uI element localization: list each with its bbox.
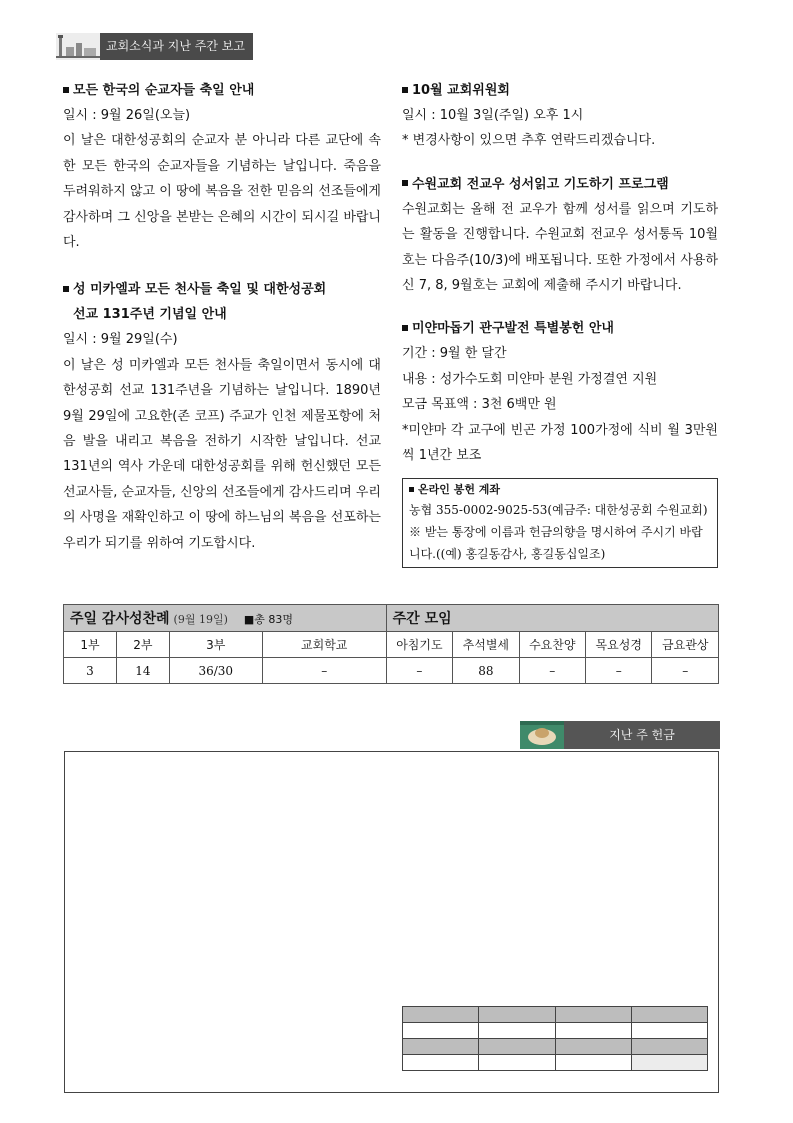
column-header: 아침기도 <box>386 632 452 658</box>
table-cell <box>631 1023 707 1039</box>
column-header: 금요관상 <box>652 632 719 658</box>
right-column <box>402 78 718 568</box>
table-cell <box>631 1007 707 1023</box>
last-week-offering-tab <box>520 721 720 749</box>
section-header <box>56 33 253 60</box>
table-cell: – <box>519 658 585 684</box>
weekly-meetings-header: 주간 모임 <box>386 605 718 632</box>
table-cell: 14 <box>116 658 169 684</box>
table-cell: 88 <box>453 658 519 684</box>
sunday-eucharist-header: 주일 감사성찬례 (9월 19일) ■총 83명 <box>64 605 387 632</box>
bullet-square-icon <box>63 87 69 93</box>
table-cell <box>479 1039 555 1055</box>
bullet-square-icon <box>409 487 414 492</box>
table-cell: – <box>386 658 452 684</box>
myanmar-note: *미얀마 각 교구에 빈곤 가정 100가정에 식비 월 3만원씩 1년간 보조 <box>402 422 718 464</box>
offering-hands-icon <box>520 721 564 749</box>
bullet-square-icon <box>402 87 408 93</box>
left-column <box>63 78 381 556</box>
church-logo-icon <box>56 33 100 60</box>
bullet-square-icon <box>63 286 69 292</box>
bullet-square-icon <box>402 325 408 331</box>
myanmar-goal: 모금 목표액 : 3천 6백만 원 <box>402 397 557 413</box>
michael-feast-heading-line2: 선교 131주년 기념일 안내 <box>73 307 227 323</box>
column-header: 수요찬양 <box>519 632 585 658</box>
committee-heading: 10월 교회위원회 <box>402 78 718 103</box>
table-cell <box>631 1039 707 1055</box>
bullet-square-icon <box>402 180 408 186</box>
table-row <box>403 1055 708 1071</box>
committee-date: 일시 : 10월 3일(주일) 오후 1시 <box>402 108 584 123</box>
column-header: 목요성경 <box>586 632 652 658</box>
martyrs-feast-heading: 모든 한국의 순교자들 축일 안내 <box>63 78 381 103</box>
table-cell <box>479 1023 555 1039</box>
bible-reading-heading: 수원교회 전교우 성서읽고 기도하기 프로그램 <box>402 172 718 197</box>
table-cell <box>555 1039 631 1055</box>
myanmar-offering-heading: 미얀마돕기 관구발전 특별봉헌 안내 <box>402 316 718 341</box>
table-cell <box>555 1055 631 1071</box>
column-header: 1부 <box>64 632 117 658</box>
table-cell <box>479 1007 555 1023</box>
table-cell: – <box>652 658 719 684</box>
table-row <box>403 1023 708 1039</box>
offering-summary-table <box>402 1006 708 1071</box>
michael-feast-heading: 성 미카엘과 모든 천사들 축일 및 대한성공회 <box>63 277 381 302</box>
attendance-table <box>63 604 719 684</box>
table-cell <box>403 1023 479 1039</box>
table-row <box>64 658 719 684</box>
bank-account-line: 농협 355-0002-9025-53(예금주: 대한성공회 수원교회) <box>409 503 708 518</box>
table-cell <box>403 1039 479 1055</box>
michael-feast-date: 일시 : 9월 29일(수) <box>63 332 178 348</box>
table-cell <box>403 1007 479 1023</box>
page-section-title: 교회소식과 지난 주간 보고 <box>100 33 253 60</box>
column-header: 교회학교 <box>262 632 386 658</box>
column-header: 3부 <box>169 632 262 658</box>
online-offering-box <box>402 478 718 568</box>
column-header: 2부 <box>116 632 169 658</box>
table-cell <box>479 1055 555 1071</box>
table-cell <box>555 1023 631 1039</box>
table-cell <box>631 1055 707 1071</box>
table-row <box>403 1007 708 1023</box>
column-header: 추석별세 <box>453 632 519 658</box>
table-cell: – <box>586 658 652 684</box>
table-row <box>403 1039 708 1055</box>
michael-feast-body: 이 날은 성 미카엘과 모든 천사들 축일이면서 동시에 대한성공회 선교 131주년을 기념하는 날입니다. 1890년 9월 29일에 고요한(존 코프) 주교가 인천 제물포항에 처음 발을 내리고 복음을 전하기 시작한 날입니다. 선교 131년의 역사 가운데 대한성공회를 위해 헌신했던 모든 선교사들, 순교자들, 신앙의 선조들에게 감사드리며 우리의 사명을 재확인하고 이 땅에 하느님의 복음을 선포하는 우리가 되기를 위하여 기도합시다. <box>63 357 381 551</box>
myanmar-period: 기간 : 9월 한 달간 <box>402 346 507 362</box>
table-cell: 3 <box>64 658 117 684</box>
table-cell: 36/30 <box>169 658 262 684</box>
martyrs-feast-body: 이 날은 대한성공회의 순교자 분 아니라 다른 교단에 속한 모든 한국의 순교자들을 기념하는 날입니다. 죽음을 두려워하지 않고 이 땅에 복음을 전한 믿음의 선조들에게 감사하며 그 신앙을 본받는 은혜의 시간이 되시길 바랍니다. <box>63 133 381 251</box>
offering-tab-label: 지난 주 헌금 <box>564 721 720 749</box>
online-offering-title: 온라인 봉헌 계좌 <box>409 481 712 499</box>
committee-note: * 변경사항이 있으면 추후 연락드리겠습니다. <box>402 133 656 149</box>
martyrs-feast-date: 일시 : 9월 26일(오늘) <box>63 108 191 123</box>
table-cell <box>555 1007 631 1023</box>
table-cell: – <box>262 658 386 684</box>
table-row <box>64 632 719 658</box>
bank-account-note: ※ 받는 통장에 이름과 헌금의향을 명시하여 주시기 바랍니다.((예) 홍길동감사, 홍길동십일조) <box>409 525 703 562</box>
myanmar-content: 내용 : 성가수도회 미얀마 분원 가정결연 지원 <box>402 371 658 387</box>
table-cell <box>403 1055 479 1071</box>
bible-reading-body: 수원교회는 올해 전 교우가 함께 성서를 읽으며 기도하는 활동을 진행합니다. 수원교회 전교우 성서통독 10월호는 다음주(10/3)에 배포됩니다. 또한 가정에서 사용하신 7, 8, 9월호는 교회에 제출해 주시기 바랍니다. <box>402 201 718 294</box>
